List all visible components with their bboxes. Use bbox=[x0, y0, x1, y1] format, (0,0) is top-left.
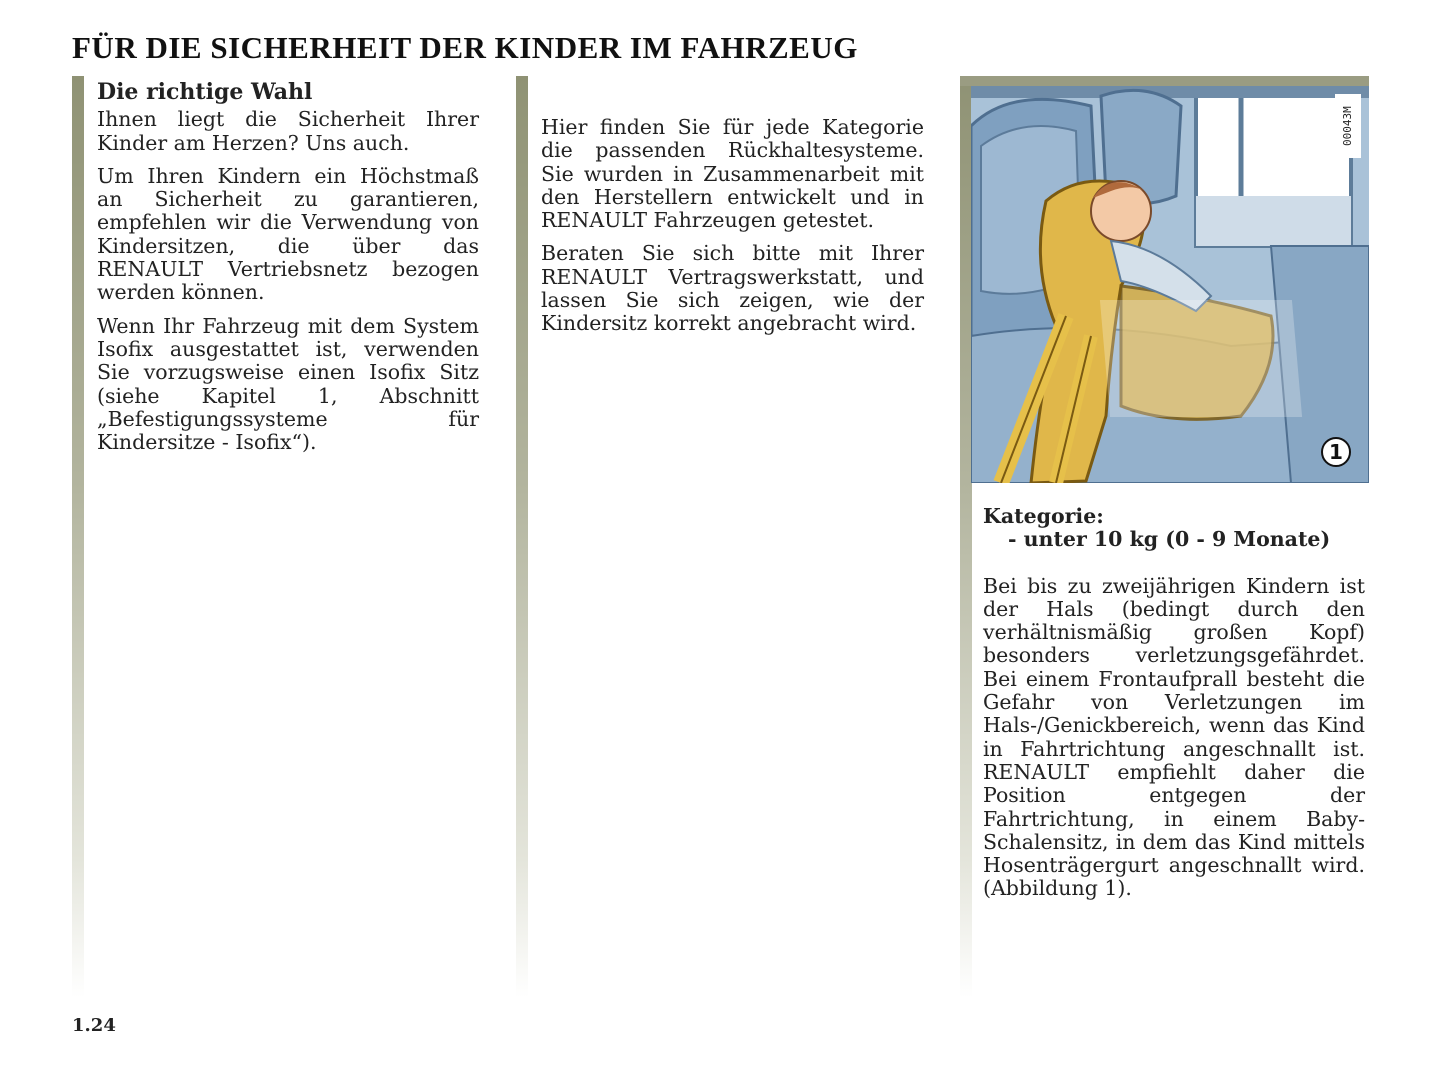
page-number: 1.24 bbox=[72, 1015, 116, 1036]
figure-band bbox=[960, 76, 1369, 86]
column-right bbox=[983, 505, 1365, 911]
paragraph: Ihnen liegt die Sicherheit Ihrer Kinder am Herzen? Uns auch. bbox=[97, 107, 479, 155]
column-left bbox=[97, 81, 479, 464]
paragraph: Bei bis zu zweijährigen Kindern ist der Hals (bedingt durch den verhältnismäßig großen Kopf) besonders verletzungsgefährdet. Bei einem Frontaufprall besteht die Gefahr von Verletzungen im Hals-/Genickbereich, wenn das Kind in Fahrtrichtung angeschnallt ist. RENAULT empfiehlt daher die Position entgegen der Fahrtrichtung, in einem Baby-Schalensitz, in dem das Kind mittels Hosenträgergurt angeschnallt wird. (Abbildung 1). bbox=[983, 573, 1365, 901]
page-title: FÜR DIE SICHERHEIT DER KINDER IM FAHRZEUG bbox=[72, 30, 858, 65]
category-label: Kategorie: bbox=[983, 504, 1104, 528]
paragraph: Wenn Ihr Fahrzeug mit dem System Isofix ausgestattet ist, verwenden Sie vorzugsweise einen Isofix Sitz (siehe Kapitel 1, Abschnitt „Befestigungssysteme für Kindersitze - Isofix“). bbox=[97, 313, 479, 455]
column-middle bbox=[541, 116, 924, 346]
paragraph: Um Ihren Kindern ein Höchstmaß an Sicherheit zu garantieren, empfehlen wir die Verwendung von Kindersitzen, die über das RENAULT Vertriebsnetz bezogen werden können. bbox=[97, 163, 479, 305]
figure-child-seat bbox=[971, 86, 1369, 483]
column-bar-middle bbox=[516, 76, 528, 998]
figure-code: 00043M bbox=[1335, 94, 1361, 158]
category-value: - unter 10 kg (0 - 9 Monate) bbox=[1008, 527, 1331, 552]
section-heading: Die richtige Wahl bbox=[97, 79, 313, 105]
figure-number-badge: 1 bbox=[1321, 437, 1351, 467]
column-bar-left bbox=[72, 76, 84, 998]
category-block bbox=[983, 505, 1365, 552]
child-seat-illustration bbox=[971, 86, 1369, 483]
paragraph: Beraten Sie sich bitte mit Ihrer RENAULT Vertragswerkstatt, und lassen Sie sich zeigen, wie der Kindersitz korrekt angebracht wird. bbox=[541, 241, 924, 336]
paragraph: Hier finden Sie für jede Kategorie die passenden Rückhaltesysteme. Sie wurden in Zusammenarbeit mit den Herstellern entwickelt und in RENAULT Fahrzeugen getestet. bbox=[541, 115, 924, 233]
